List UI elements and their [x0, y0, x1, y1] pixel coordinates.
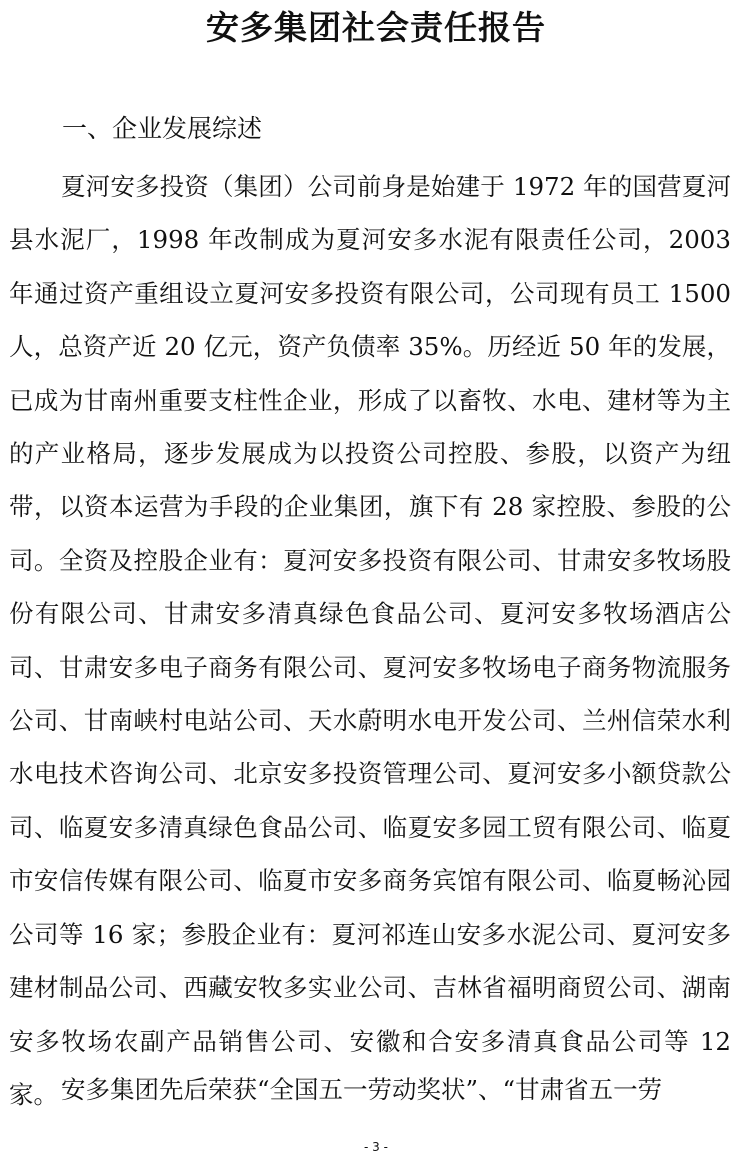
document-title: 安多集团社会责任报告	[206, 8, 546, 47]
section-heading: 一、企业发展综述	[62, 114, 263, 143]
page-number: - 3 -	[364, 1140, 388, 1154]
body-paragraph-company-overview: 夏河安多投资（集团）公司前身是始建于 1972 年的国营夏河县水泥厂，1998 年改制成为夏河安多水泥有限责任公司，2003 年通过资产重组设立夏河安多投资有限公司，公司现有员工 1500 人，总资产近 20 亿元，资产负债率 35%。历经近 50 年的发展，已成为甘南州重要支柱性企业，形成了以畜牧、水电、建材等为主的产业格局，逐步发展成为以投资公司控股、参股，以资产为纽带，以资本运营为手段的企业集团，旗下有 28 家控股、参股的公司。全资及控股企业有：夏河安多投资有限公司、甘肃安多牧场股份有限公司、甘肃安多清真绿色食品公司、夏河安多牧场酒店公司、甘肃安多电子商务有限公司、夏河安多牧场电子商务物流服务公司、甘南峡村电站公司、天水蔚明水电开发公司、兰州信荣水利水电技术咨询公司、北京安多投资管理公司、夏河安多小额贷款公司、临夏安多清真绿色食品公司、临夏安多园工贸有限公司、临夏市安信传媒有限公司、临夏市安多商务宾馆有限公司、临夏畅沁园公司等 16 家；参股企业有：夏河祁连山安多水泥公司、夏河安多建材制品公司、西藏安牧多实业公司、吉林省福明商贸公司、湖南安多牧场农副产品销售公司、安徽和合安多清真食品公司等 12 家。	[9, 172, 731, 1109]
body-paragraph-honors: 安多集团先后荣获“全国五一劳动奖状”、“甘肃省五一劳	[61, 1075, 663, 1104]
